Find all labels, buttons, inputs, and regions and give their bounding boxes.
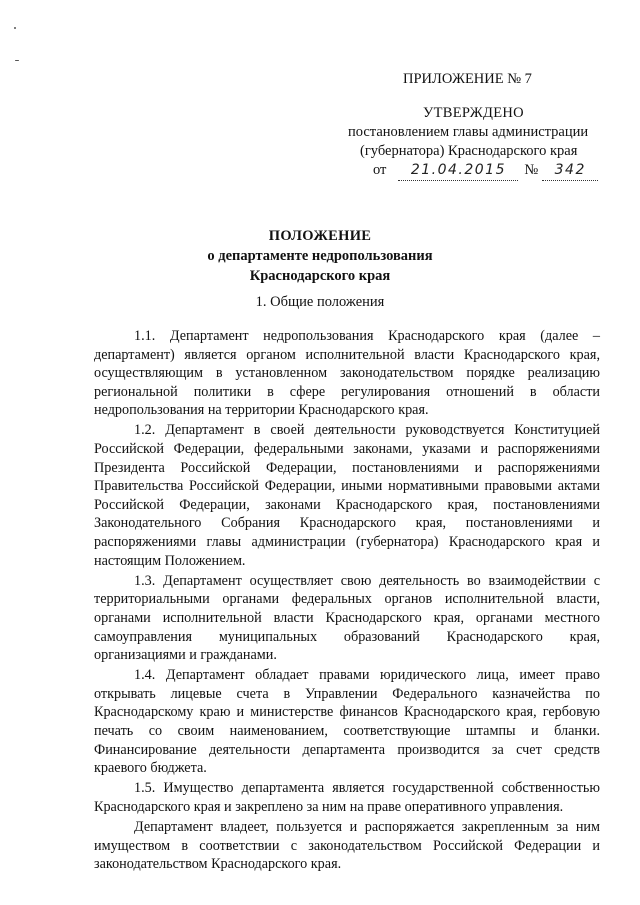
appendix-label: ПРИЛОЖЕНИЕ № 7 [403,71,532,87]
section-heading: 1. Общие положения [255,294,385,310]
paragraph-1-5-cont: Департамент владеет, пользуется и распоряжается закрепленным за ним имуществом в соответствии с законодательством Российской Федерации и законодательством Краснодарского края. [94,818,600,873]
document-title: ПОЛОЖЕНИЕ [268,228,372,244]
number-label: № [524,162,539,178]
handwritten-number: 342 [542,161,598,181]
paragraph-1-4: 1.4. Департамент обладает правами юридического лица, имеет право открывать лицевые счета в Управлении Федерального казначейства по Краснодарскому краю и министерстве финансов Краснодарского края, гербовую печать со своим наименованием, соответствующие штампы и бланки. Финансирование деятельности департамента производится за счет средств краевого бюджета. [94,667,600,777]
scan-speck [14,27,16,29]
document-body [94,327,600,874]
paragraph-1-1: 1.1. Департамент недропользования Краснодарского края (далее – департамент) является органом исполнительной власти Краснодарского края, осуществляющим в установленном законодательством порядке реализацию региональной политики в сфере регулирования отношений в области недропользования на территории Краснодарского края. [94,328,600,419]
paragraph-1-3: 1.3. Департамент осуществляет свою деятельность во взаимодействии с территориальными органами федеральных органов исполнительной власти, органами исполнительной власти Краснодарского края, органами местного самоуправления муниципальных образований Краснодарского края, организациями и гражданами. [94,572,600,664]
decree-line-2: (губернатора) Краснодарского края [360,143,578,159]
document-title-block [0,226,640,286]
handwritten-date: 21.04.2015 [398,161,518,181]
scan-speck [15,60,19,61]
document-subtitle-1: о департаменте недропользования [207,248,433,264]
decree-line-1: постановлением главы администрации [348,124,589,140]
from-label: от [373,162,387,178]
document-subtitle-2: Краснодарского края [249,268,391,284]
decree-date-number-row [373,161,598,181]
paragraph-1-2: 1.2. Департамент в своей деятельности руководствуется Конституцией Российской Федерации, федеральными законами, указами и распоряжениями Президента Российской Федерации, постановлениями и распоряжениями Правительства Российской Федерации, иными нормативными правовыми актами Российской Федерации, законами Краснодарского края, постановлениями Законодательного Собрания Краснодарского края, постановлениями и распоряжениями главы администрации (губернатора) Краснодарского края и настоящим Положением. [94,422,600,569]
paragraph-1-5: 1.5. Имущество департамента является государственной собственностью Краснодарского края и закреплено за ним на праве оперативного управления. [94,780,600,815]
approved-label: УТВЕРЖДЕНО [423,105,524,121]
